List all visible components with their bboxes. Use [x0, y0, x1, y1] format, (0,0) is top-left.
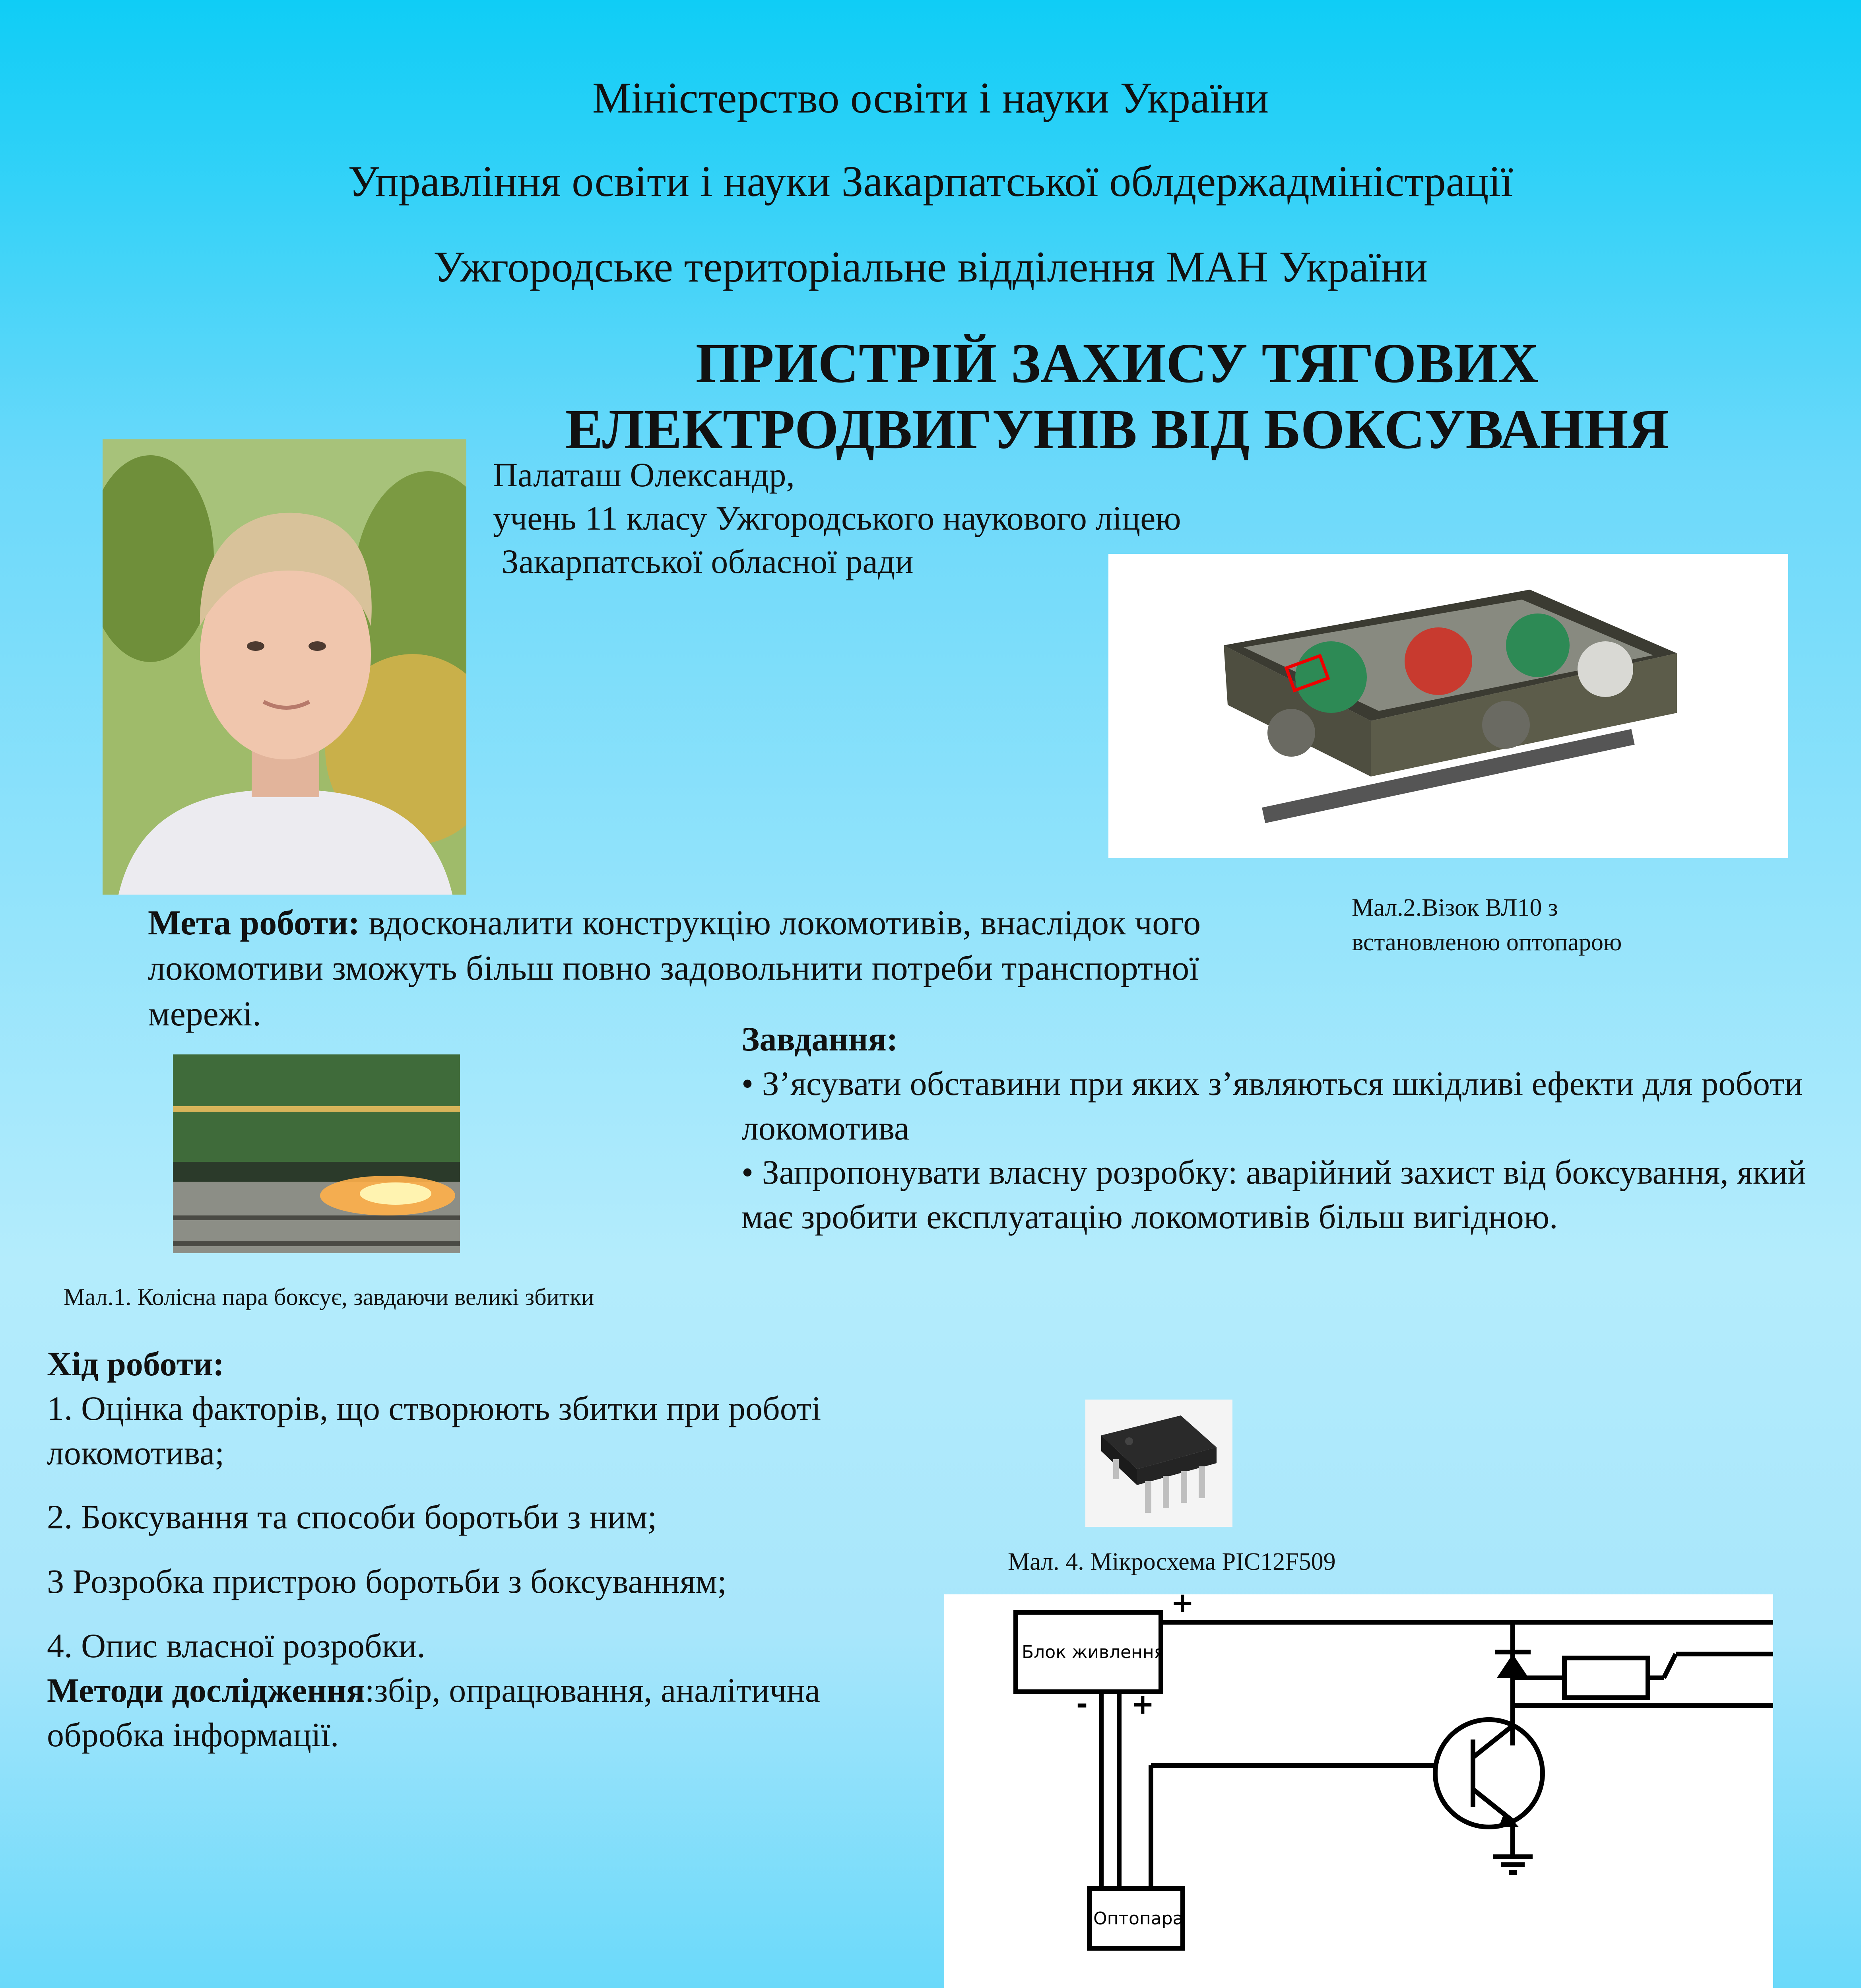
circuit-optocoupler-label: Оптопара — [1093, 1908, 1184, 1929]
circuit-plus-top: + — [1171, 1594, 1194, 1619]
wheelslip-photo — [173, 1054, 460, 1253]
goal-paragraph — [148, 901, 1301, 1037]
fig2-caption-line1: Мал.2.Візок ВЛ10 з — [1352, 894, 1558, 921]
progress-block — [47, 1342, 945, 1757]
author-council: Закарпатської обласної ради — [493, 542, 914, 581]
author-name: Палаташ Олександр, — [493, 456, 795, 494]
goal-label: Мета роботи: — [148, 904, 360, 942]
progress-heading: Хід роботи: — [47, 1345, 224, 1383]
ministry-line: Міністерство освіти і науки України — [592, 74, 1269, 122]
progress-step-4: 4. Опис власної розробки. — [47, 1626, 426, 1665]
progress-step-3: 3 Розробка пристрою боротьби з боксуванням; — [47, 1562, 727, 1601]
author-block — [493, 453, 1181, 584]
author-photo — [103, 439, 466, 895]
title-line-2: ЕЛЕКТРОДВИГУНІВ ВІД БОКСУВАННЯ — [565, 398, 1669, 461]
tasks-heading: Завдання: — [741, 1020, 898, 1058]
fig2-caption — [1352, 891, 1622, 960]
bogie-image — [1108, 554, 1788, 858]
tasks-block — [741, 1017, 1815, 1239]
fig4-caption: Мал. 4. Мікросхема PIC12F509 — [1008, 1548, 1336, 1575]
man-branch-line: Ужгородське територіальне відділення МАН України — [433, 243, 1428, 291]
methods-text: :збір, опрацювання, аналітична обробка інформації. — [47, 1671, 820, 1754]
author-school: учень 11 класу Ужгородського наукового ліцею — [493, 499, 1181, 538]
goal-text: вдосконалити конструкцію локомотивів, внаслідок чого локомотиви зможуть більш повно задовольнити потреби транспортної мережі. — [148, 904, 1201, 1033]
microchip-image — [1085, 1400, 1232, 1527]
progress-step-2: 2. Боксування та способи боротьби з ним; — [47, 1498, 657, 1536]
title-line-1: ПРИСТРІЙ ЗАХИСУ ТЯГОВИХ — [695, 332, 1539, 394]
poster-title — [429, 330, 1805, 462]
circuit-schematic — [944, 1594, 1773, 1988]
methods-label: Методи дослідження — [47, 1671, 365, 1709]
task-item-2: • Запропонувати власну розробку: аварійний захист від боксування, який має зробити експлуатацію локомотивів більш вигідною. — [741, 1153, 1806, 1236]
circuit-plus-bottom: + — [1131, 1688, 1155, 1720]
circuit-power-label: Блок живлення — [1022, 1642, 1165, 1662]
fig1-caption: Мал.1. Колісна пара боксує, завдаючи великі збитки — [64, 1284, 594, 1310]
methods-paragraph — [47, 1668, 945, 1757]
fig2-caption-line2: встановленою оптопарою — [1352, 928, 1622, 956]
progress-step-1: 1. Оцінка факторів, що створюють збитки при роботі локомотива; — [47, 1389, 821, 1472]
department-line: Управління освіти і науки Закарпатської облдержадміністрації — [348, 157, 1513, 206]
task-item-1: • З’ясувати обставини при яких з’являються шкідливі ефекти для роботи локомотива — [741, 1064, 1803, 1147]
circuit-minus: - — [1076, 1688, 1088, 1720]
